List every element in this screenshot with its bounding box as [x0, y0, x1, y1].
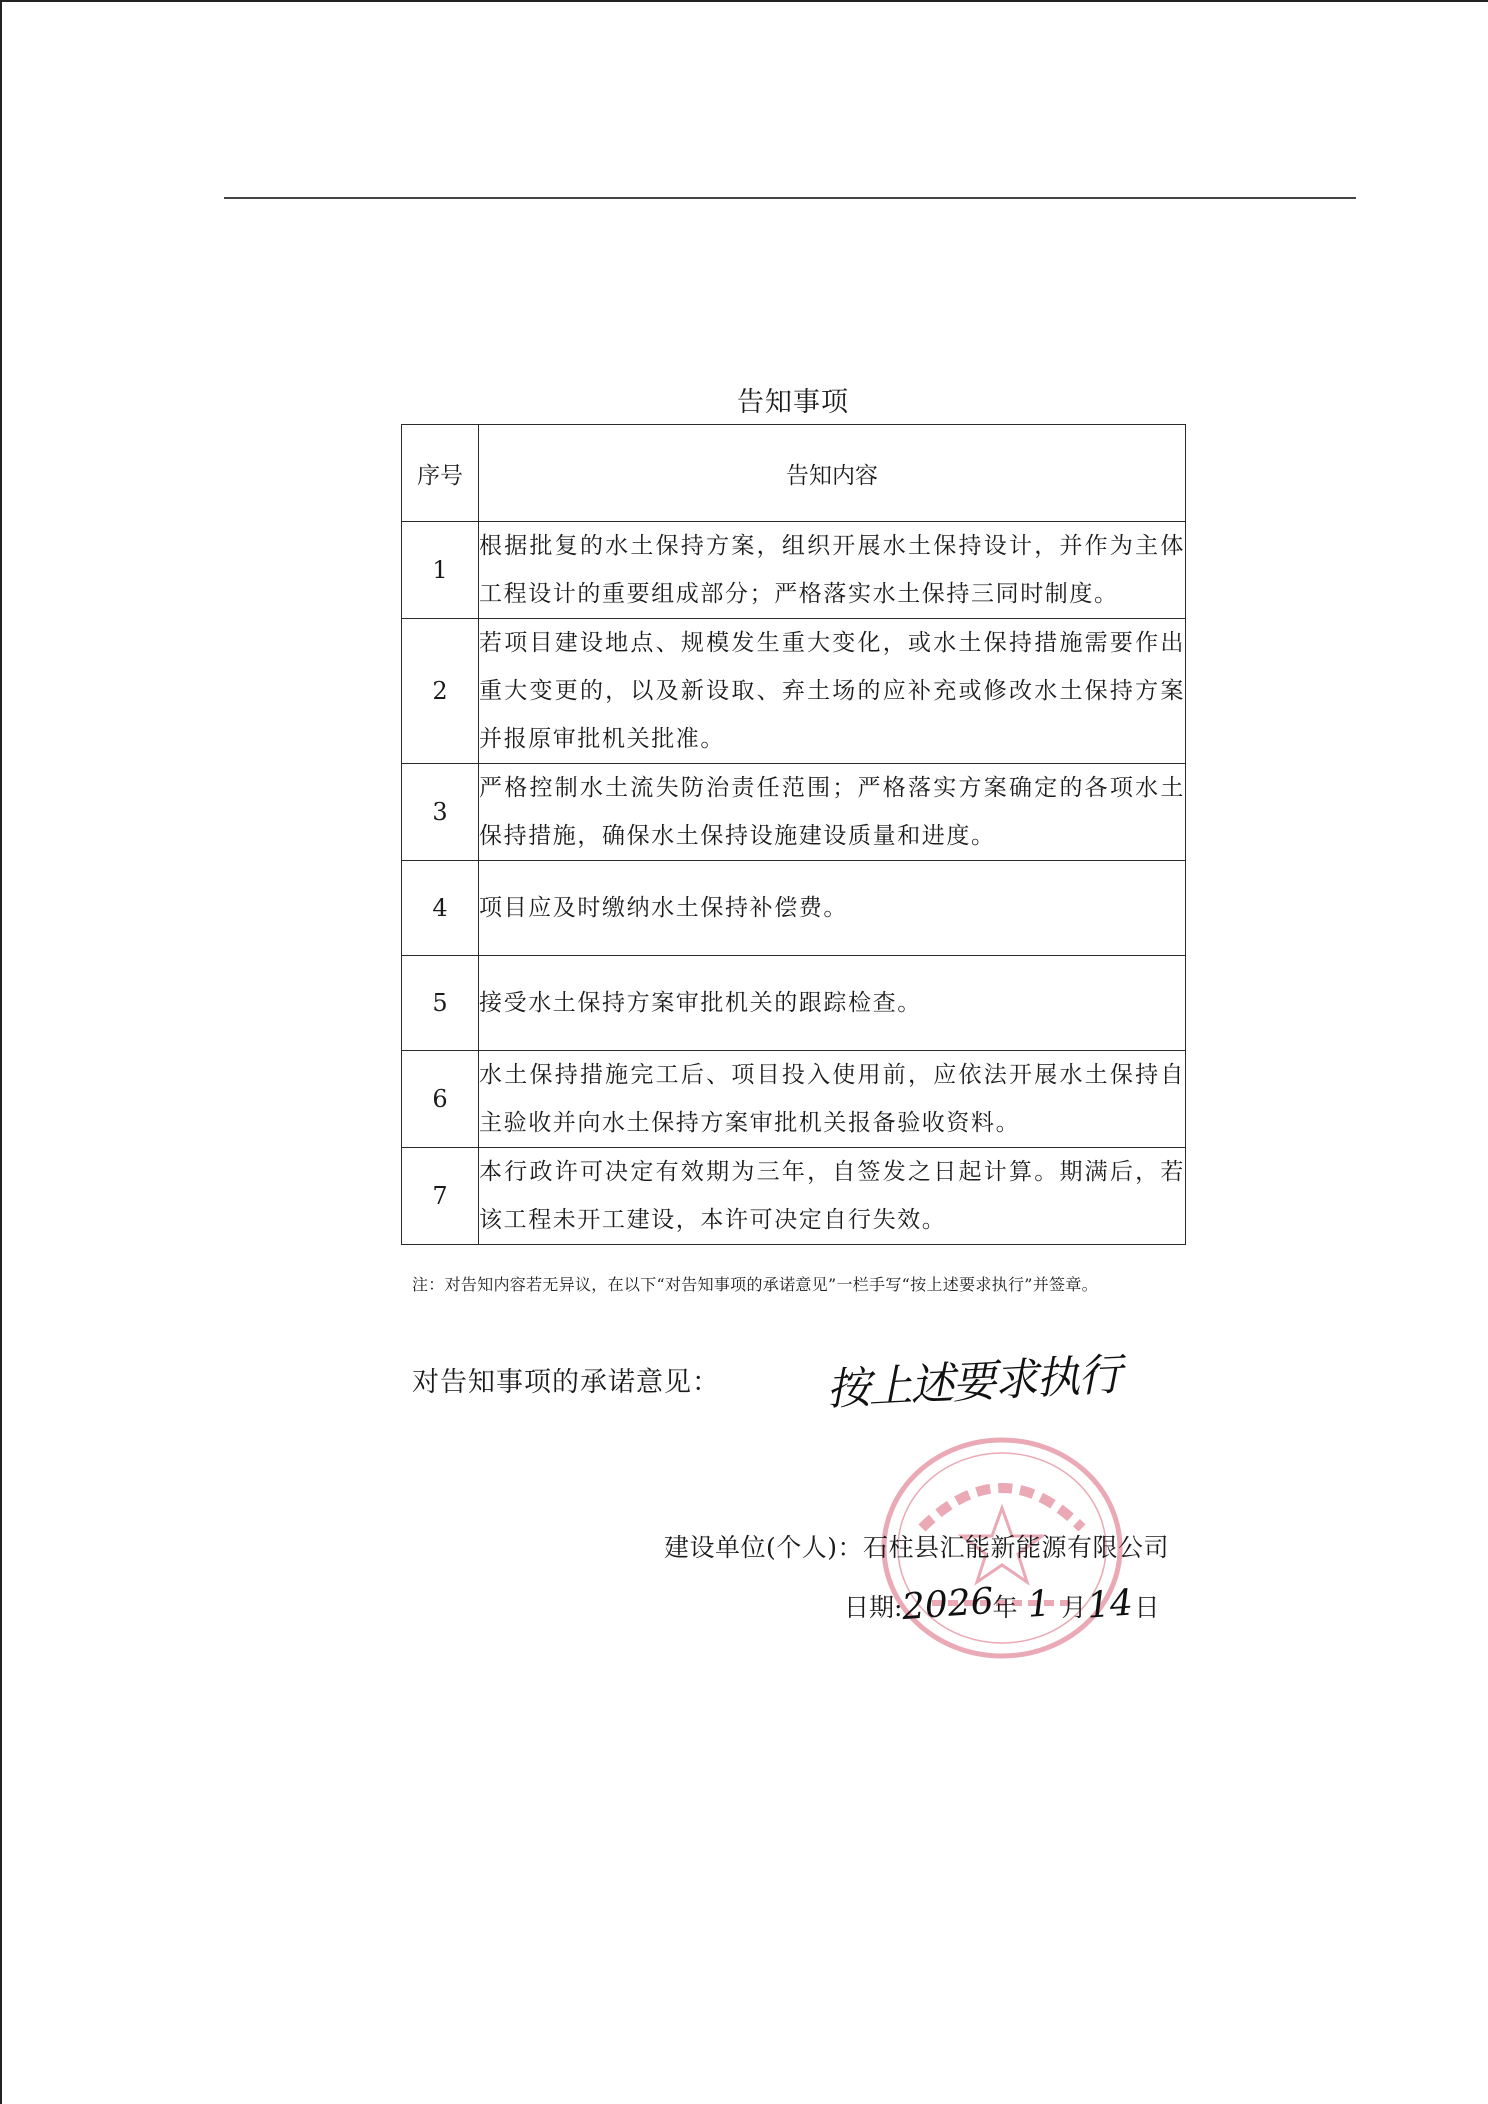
- month-unit: 月: [1061, 1593, 1087, 1622]
- table-row: [402, 861, 1186, 956]
- scan-left-edge: [0, 0, 2, 2104]
- row-content: 本行政许可决定有效期为三年，自签发之日起计算。期满后，若该工程未开工建设，本许可决定自行失效。: [479, 1148, 1186, 1245]
- row-content: 接受水土保持方案审批机关的跟踪检查。: [479, 956, 1186, 1051]
- row-number: 2: [402, 619, 479, 764]
- commitment-label: 对告知事项的承诺意见：: [412, 1367, 720, 1398]
- row-number: 7: [402, 1148, 479, 1245]
- table-row: [402, 764, 1186, 861]
- instruction-note: 注：对告知内容若无异议，在以下“对告知事项的承诺意见”一栏手写“按上述要求执行”并签章。: [412, 1275, 1098, 1294]
- handwritten-year: 2026: [901, 1580, 996, 1629]
- construction-unit: 建设单位(个人)：石柱县汇能新能源有限公司: [664, 1533, 1170, 1562]
- row-content: 水土保持措施完工后、项目投入使用前，应依法开展水土保持自主验收并向水土保持方案审批机关报备验收资料。: [479, 1051, 1186, 1148]
- date-label: 日期:: [844, 1593, 903, 1622]
- table-row: [402, 1148, 1186, 1245]
- row-content: 严格控制水土流失防治责任范围；严格落实方案确定的各项水土保持措施，确保水土保持设施建设质量和进度。: [479, 764, 1186, 861]
- handwritten-commitment: 按上述要求执行: [825, 1349, 1122, 1416]
- header-rule: [224, 197, 1356, 199]
- header-content: 告知内容: [479, 425, 1186, 522]
- table-row: [402, 522, 1186, 619]
- document-title: 告知事项: [737, 387, 849, 418]
- row-number: 4: [402, 861, 479, 956]
- handwritten-month: 1: [1026, 1583, 1053, 1626]
- table-row: [402, 956, 1186, 1051]
- row-number: 6: [402, 1051, 479, 1148]
- day-unit: 日: [1134, 1593, 1160, 1622]
- row-number: 5: [402, 956, 479, 1051]
- row-content: 项目应及时缴纳水土保持补偿费。: [479, 861, 1186, 956]
- table-row: [402, 619, 1186, 764]
- row-content: 根据批复的水土保持方案，组织开展水土保持设计，并作为主体工程设计的重要组成部分；严格落实水土保持三同时制度。: [479, 522, 1186, 619]
- row-content: 若项目建设地点、规模发生重大变化，或水土保持措施需要作出重大变更的，以及新设取、弃土场的应补充或修改水土保持方案并报原审批机关批准。: [479, 619, 1186, 764]
- year-unit: 年: [992, 1593, 1018, 1622]
- date-line: [844, 1580, 1160, 1629]
- header-serial: 序号: [402, 425, 479, 522]
- scan-top-edge: [0, 0, 1488, 2]
- table-row: [402, 1051, 1186, 1148]
- notice-table: [401, 424, 1186, 1245]
- handwritten-day: 14: [1086, 1582, 1135, 1627]
- row-number: 3: [402, 764, 479, 861]
- table-header-row: [402, 425, 1186, 522]
- row-number: 1: [402, 522, 479, 619]
